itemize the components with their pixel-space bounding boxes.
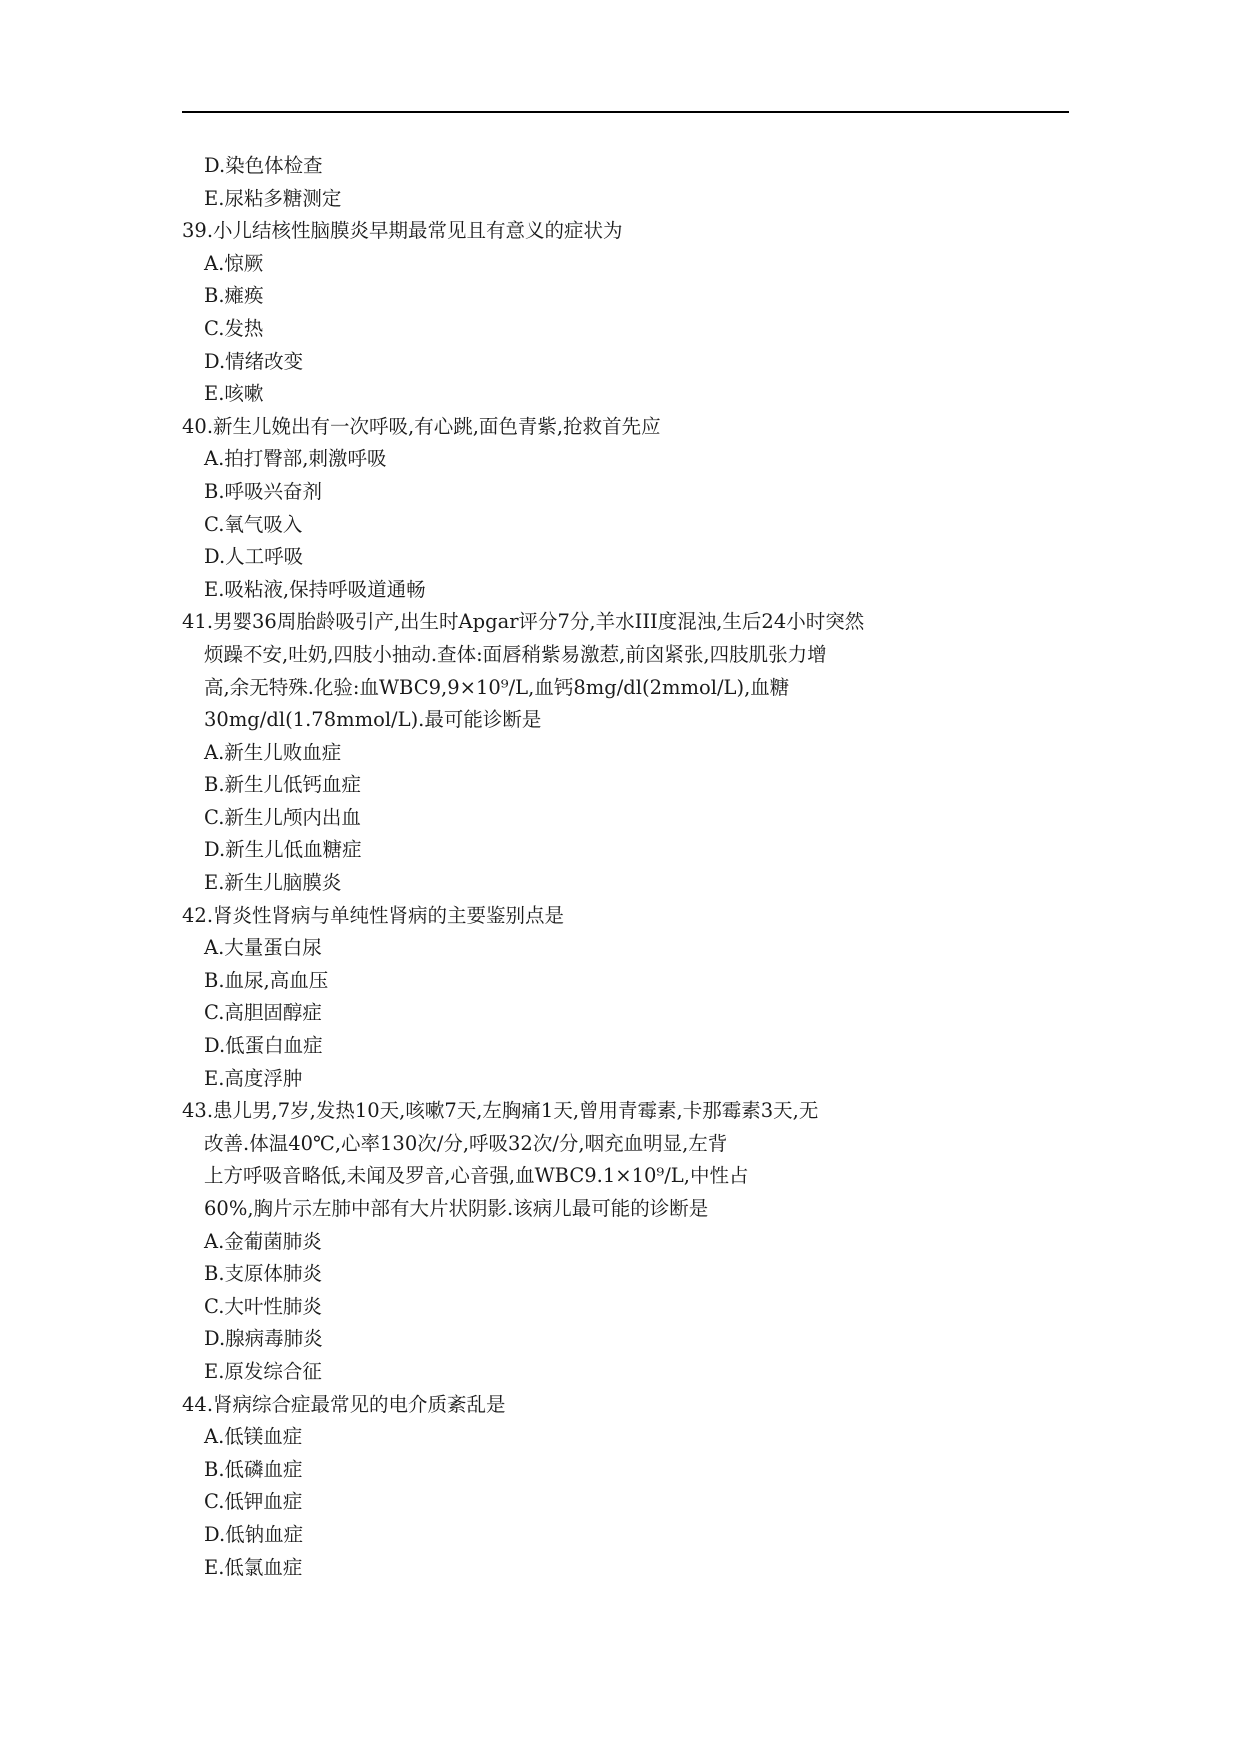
question-stem-line: 43.患儿男,7岁,发热10天,咳嗽7天,左胸痛1天,曾用青霉素,卡那霉素3天,无 [182, 1099, 819, 1123]
option-item: C.氧气吸入 [204, 512, 303, 536]
question-block [182, 1389, 1082, 1585]
question-block [182, 215, 1082, 411]
question-block [182, 411, 1082, 607]
option-item: C.发热 [204, 316, 264, 340]
option-item: B.呼吸兴奋剂 [204, 479, 323, 503]
option-item: B.血尿,高血压 [204, 968, 329, 992]
option-item: A.新生儿败血症 [204, 740, 342, 764]
option-item: D.腺病毒肺炎 [204, 1327, 323, 1351]
option-item: E.低氯血症 [204, 1555, 303, 1579]
option-item: A.惊厥 [204, 251, 264, 275]
option-item: E.吸粘液,保持呼吸道通畅 [204, 577, 426, 601]
question-stem-line: 44.肾病综合症最常见的电介质紊乱是 [182, 1392, 506, 1416]
option-item: E.新生儿脑膜炎 [204, 871, 342, 895]
option-item: B.支原体肺炎 [204, 1262, 323, 1286]
question-stem-line: 烦躁不安,吐奶,四肢小抽动.查体:面唇稍紫易激惹,前囟紧张,四肢肌张力增 [204, 642, 827, 666]
option-item: C.大叶性肺炎 [204, 1294, 322, 1318]
option-item: E.咳嗽 [204, 382, 264, 406]
question-stem-line: 39.小儿结核性脑膜炎早期最常见且有意义的症状为 [182, 219, 623, 243]
option-item: D.染色体检查 [204, 154, 323, 177]
option-item: B.瘫痪 [204, 284, 264, 308]
option-item: A.低镁血症 [204, 1425, 303, 1449]
option-item: A.金葡菌肺炎 [204, 1229, 322, 1253]
option-item: D.新生儿低血糖症 [204, 838, 362, 862]
option-item: E.原发综合征 [204, 1359, 322, 1383]
option-item: E.高度浮肿 [204, 1066, 303, 1090]
question-stem-line: 60%,胸片示左肺中部有大片状阴影.该病儿最可能的诊断是 [204, 1197, 709, 1220]
option-item: C.高胆固醇症 [204, 1001, 322, 1025]
question-stem-line: 42.肾炎性肾病与单纯性肾病的主要鉴别点是 [182, 903, 565, 927]
option-item: C.新生儿颅内出血 [204, 805, 361, 829]
header-rule [182, 111, 1069, 113]
option-item: C.低钾血症 [204, 1490, 303, 1514]
option-item: B.低磷血症 [204, 1457, 303, 1481]
option-item: A.大量蛋白尿 [204, 936, 322, 960]
option-item: B.新生儿低钙血症 [204, 773, 362, 797]
exam-page-content [182, 150, 1082, 1584]
question-block [182, 900, 1082, 1096]
option-item: D.情绪改变 [204, 349, 304, 373]
question-stem-line: 上方呼吸音略低,未闻及罗音,心音强,血WBC9.1×10⁹/L,中性占 [204, 1164, 749, 1188]
question-stem-line: 改善.体温40℃,心率130次/分,呼吸32次/分,咽充血明显,左背 [204, 1131, 728, 1155]
option-item: A.拍打臀部,刺激呼吸 [204, 447, 387, 471]
option-item: D.低钠血症 [204, 1522, 304, 1546]
option-item: D.低蛋白血症 [204, 1034, 323, 1058]
question-stem-line: 高,余无特殊.化验:血WBC9,9×10⁹/L,血钙8mg/dl(2mmol/L),血糖 [204, 675, 790, 699]
question-stem-line: 30mg/dl(1.78mmol/L).最可能诊断是 [204, 708, 542, 732]
option-item: D.人工呼吸 [204, 545, 304, 569]
question-block [182, 1095, 1082, 1388]
question-stem-line: 40.新生儿娩出有一次呼吸,有心跳,面色青紫,抢救首先应 [182, 414, 661, 438]
question-stem-line: 41.男婴36周胎龄吸引产,出生时Apgar评分7分,羊水III度混浊,生后24小时突然 [182, 610, 865, 634]
question-block [182, 606, 1082, 899]
option-item: E.尿粘多糖测定 [204, 186, 342, 210]
